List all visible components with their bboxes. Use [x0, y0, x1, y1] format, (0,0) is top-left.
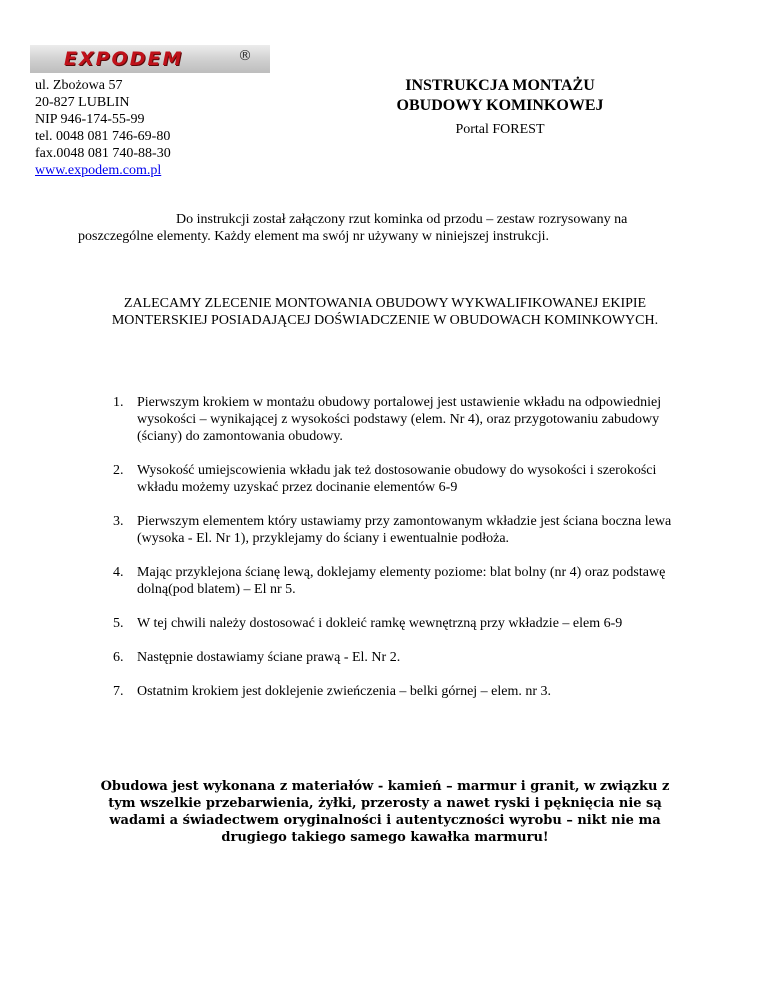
address-city: 20-827 LUBLIN	[35, 95, 130, 110]
company-address	[35, 77, 171, 179]
step-item	[113, 462, 693, 496]
website-link[interactable]: www.expodem.com.pl	[35, 163, 162, 178]
step-item	[113, 394, 693, 445]
step-text: Wysokość umiejscowienia wkładu jak też dostosowanie obudowy do wysokości i szerokości wkładu możemy uzyskać przez docinanie elementów 6-9	[137, 463, 657, 495]
document-title	[340, 76, 660, 116]
step-item	[113, 564, 693, 598]
step-item	[113, 615, 693, 632]
step-number: 2.	[113, 463, 124, 478]
registered-mark: ®	[238, 48, 252, 64]
step-number: 6.	[113, 650, 124, 665]
address-tel: tel. 0048 081 746-69-80	[35, 129, 171, 144]
step-item	[113, 683, 693, 700]
step-number: 7.	[113, 684, 124, 699]
assembly-steps	[113, 394, 693, 700]
intro-paragraph: Do instrukcji został załączony rzut kominka od przodu – zestaw rozrysowany na poszczególne elementy. Każdy element ma swój nr używany w niniejszej instrukcji.	[78, 212, 628, 244]
title-line-2: OBUDOWY KOMINKOWEJ	[396, 97, 604, 114]
step-text: W tej chwili należy dostosować i dokleić ramkę wewnętrzną przy wkładzie – elem 6-9	[137, 616, 623, 631]
step-text: Pierwszym elementem który ustawiamy przy zamontowanym wkładzie jest ściana boczna lewa (wysoka - El. Nr 1), przyklejamy do ściany i ewentualnie podłoża.	[137, 514, 672, 546]
recommendation-paragraph: ZALECAMY ZLECENIE MONTOWANIA OBUDOWY WYKWALIFIKOWANEJ EKIPIE MONTERSKIEJ POSIADAJĄCEJ DOŚWIADCZENIE W OBUDOWACH KOMINKOWYCH.	[111, 296, 659, 328]
step-item	[113, 649, 693, 666]
address-street: ul. Zbożowa 57	[35, 78, 123, 93]
step-text: Następnie dostawiamy ściane prawą - El. Nr 2.	[137, 650, 401, 665]
logo-text: EXPODEM	[64, 48, 184, 70]
step-text: Mając przyklejona ścianę lewą, doklejamy elementy poziome: blat bolny (nr 4) oraz podstawę dolną(pod blatem) – El nr 5.	[137, 565, 666, 597]
company-logo	[30, 45, 270, 73]
document-subtitle: Portal FOREST	[455, 122, 545, 137]
step-number: 1.	[113, 395, 124, 410]
material-note: Obudowa jest wykonana z materiałów - kamień – marmur i granit, w związku z tym wszelkie przebarwienia, żyłki, przerosty a nawet ryski i pęknięcia nie są wadami a świadectwem oryginalności i autentyczności wyrobu – nikt nie ma drugiego takiego samego kawałka marmuru!	[100, 779, 670, 845]
address-nip: NIP 946-174-55-99	[35, 112, 145, 127]
step-number: 5.	[113, 616, 124, 631]
step-number: 3.	[113, 514, 124, 529]
step-text: Ostatnim krokiem jest doklejenie zwieńczenia – belki górnej – elem. nr 3.	[137, 684, 552, 699]
step-number: 4.	[113, 565, 124, 580]
title-line-1: INSTRUKCJA MONTAŻU	[405, 77, 595, 94]
step-text: Pierwszym krokiem w montażu obudowy portalowej jest ustawienie wkładu na odpowiedniej wysokości – wynikającej z wysokości podstawy (elem. Nr 4), oraz przygotowaniu zabudowy (ściany) do zamontowania obudowy.	[137, 395, 662, 444]
address-fax: fax.0048 081 740-88-30	[35, 146, 171, 161]
step-item	[113, 513, 693, 547]
